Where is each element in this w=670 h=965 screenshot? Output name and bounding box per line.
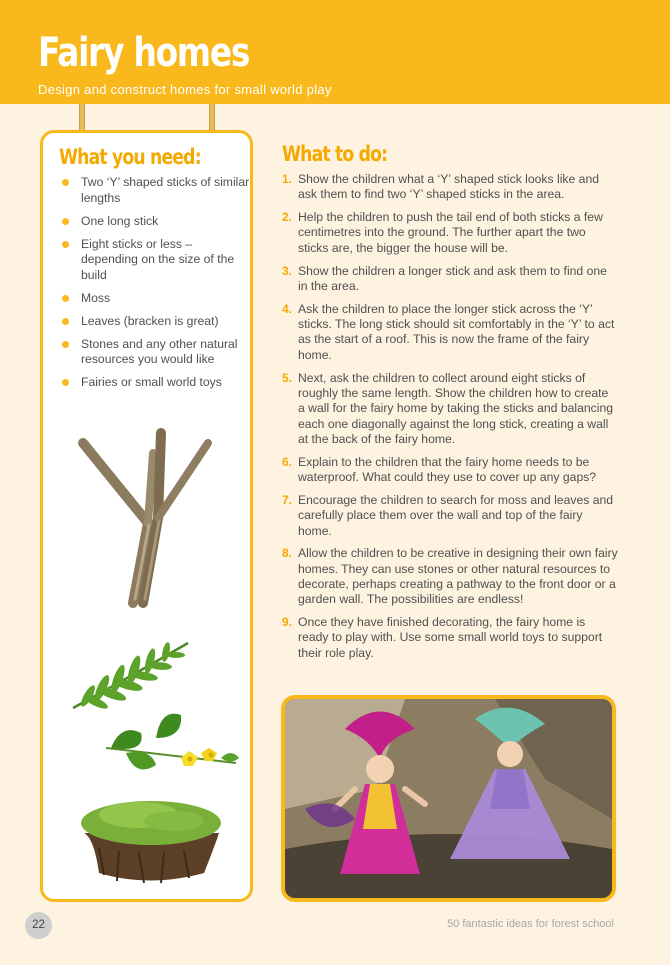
- step-item: 3. Show the children a longer stick and ask them to find one in the area.: [282, 263, 607, 293]
- step-item: 8. Allow the children to be creative in designing their own fairy homes. They can use stones or other natural resources to decorate, perhaps creating a pathway to the front door or a garden wall. The possibilities are endless!: [282, 546, 618, 607]
- bullet-icon: [62, 179, 69, 186]
- header-band: [0, 0, 670, 104]
- list-item: Two ‘Y’ shaped sticks of similar lengths: [59, 175, 251, 206]
- bullet-icon: [62, 379, 69, 386]
- list-item: Moss: [59, 291, 251, 307]
- step-item: 4. Ask the children to place the longer stick across the ‘Y’ sticks. The long stick should sit comfortably in the ‘Y’ to act as the start of a roof. This is now the frame of the fairy home.: [282, 301, 615, 362]
- bullet-icon: [62, 341, 69, 348]
- step-item: 1. Show the children what a ‘Y’ shaped stick looks like and ask them to find two ‘Y’ shaped sticks in the area.: [282, 172, 600, 202]
- fairy-dolls-photo: [281, 695, 616, 902]
- step-item: 6. Explain to the children that the fairy home needs to be waterproof. What could they use to cover up any gaps?: [282, 454, 597, 485]
- fairy-dolls-illustration: [285, 699, 612, 898]
- step-item: 7. Encourage the children to search for moss and leaves and carefully place them over the wall and top of the fairy home.: [282, 492, 614, 538]
- list-item: Leaves (bracken is great): [59, 314, 251, 330]
- bullet-icon: [62, 318, 69, 325]
- list-item: Eight sticks or less – depending on the size of the build: [59, 237, 251, 284]
- what-you-need-panel: [40, 130, 253, 902]
- what-to-do-heading: What to do:: [282, 142, 388, 166]
- page-subtitle: Design and construct homes for small world play: [38, 82, 332, 97]
- list-item: Stones and any other natural resources you would like: [59, 337, 251, 368]
- page-title: Fairy homes: [38, 30, 250, 76]
- book-title-footer: 50 fantastic ideas for forest school: [447, 918, 614, 930]
- steps-list: [282, 172, 618, 669]
- bullet-icon: [62, 241, 69, 248]
- list-item: Fairies or small world toys: [59, 375, 251, 391]
- step-item: 9. Once they have finished decorating, the fairy home is ready to play with. Use some small world toys to support their role play.: [282, 615, 603, 660]
- needs-list: [59, 175, 251, 398]
- page-number-badge: 22: [25, 912, 52, 939]
- bullet-icon: [62, 295, 69, 302]
- panel-hanger-right: [209, 104, 215, 132]
- y-sticks-image: [73, 423, 233, 618]
- fern-leaf-image: [68, 638, 193, 713]
- leaves-flower-image: [101, 703, 241, 783]
- moss-image: [79, 793, 224, 888]
- what-you-need-heading: What you need:: [59, 145, 201, 169]
- panel-hanger-left: [79, 104, 85, 132]
- list-item: One long stick: [59, 214, 251, 230]
- step-item: 5. Next, ask the children to collect around eight sticks of roughly the same length. Show the children how to create a wall for the fairy home by taking the sticks and balancing each one diagonally against the long stick, creating a wall at the back of the fairy home.: [282, 370, 614, 446]
- bullet-icon: [62, 218, 69, 225]
- step-item: 2. Help the children to push the tail end of both sticks a few centimetres into the ground. The further apart the two sticks are, the bigger the house will be.: [282, 210, 603, 255]
